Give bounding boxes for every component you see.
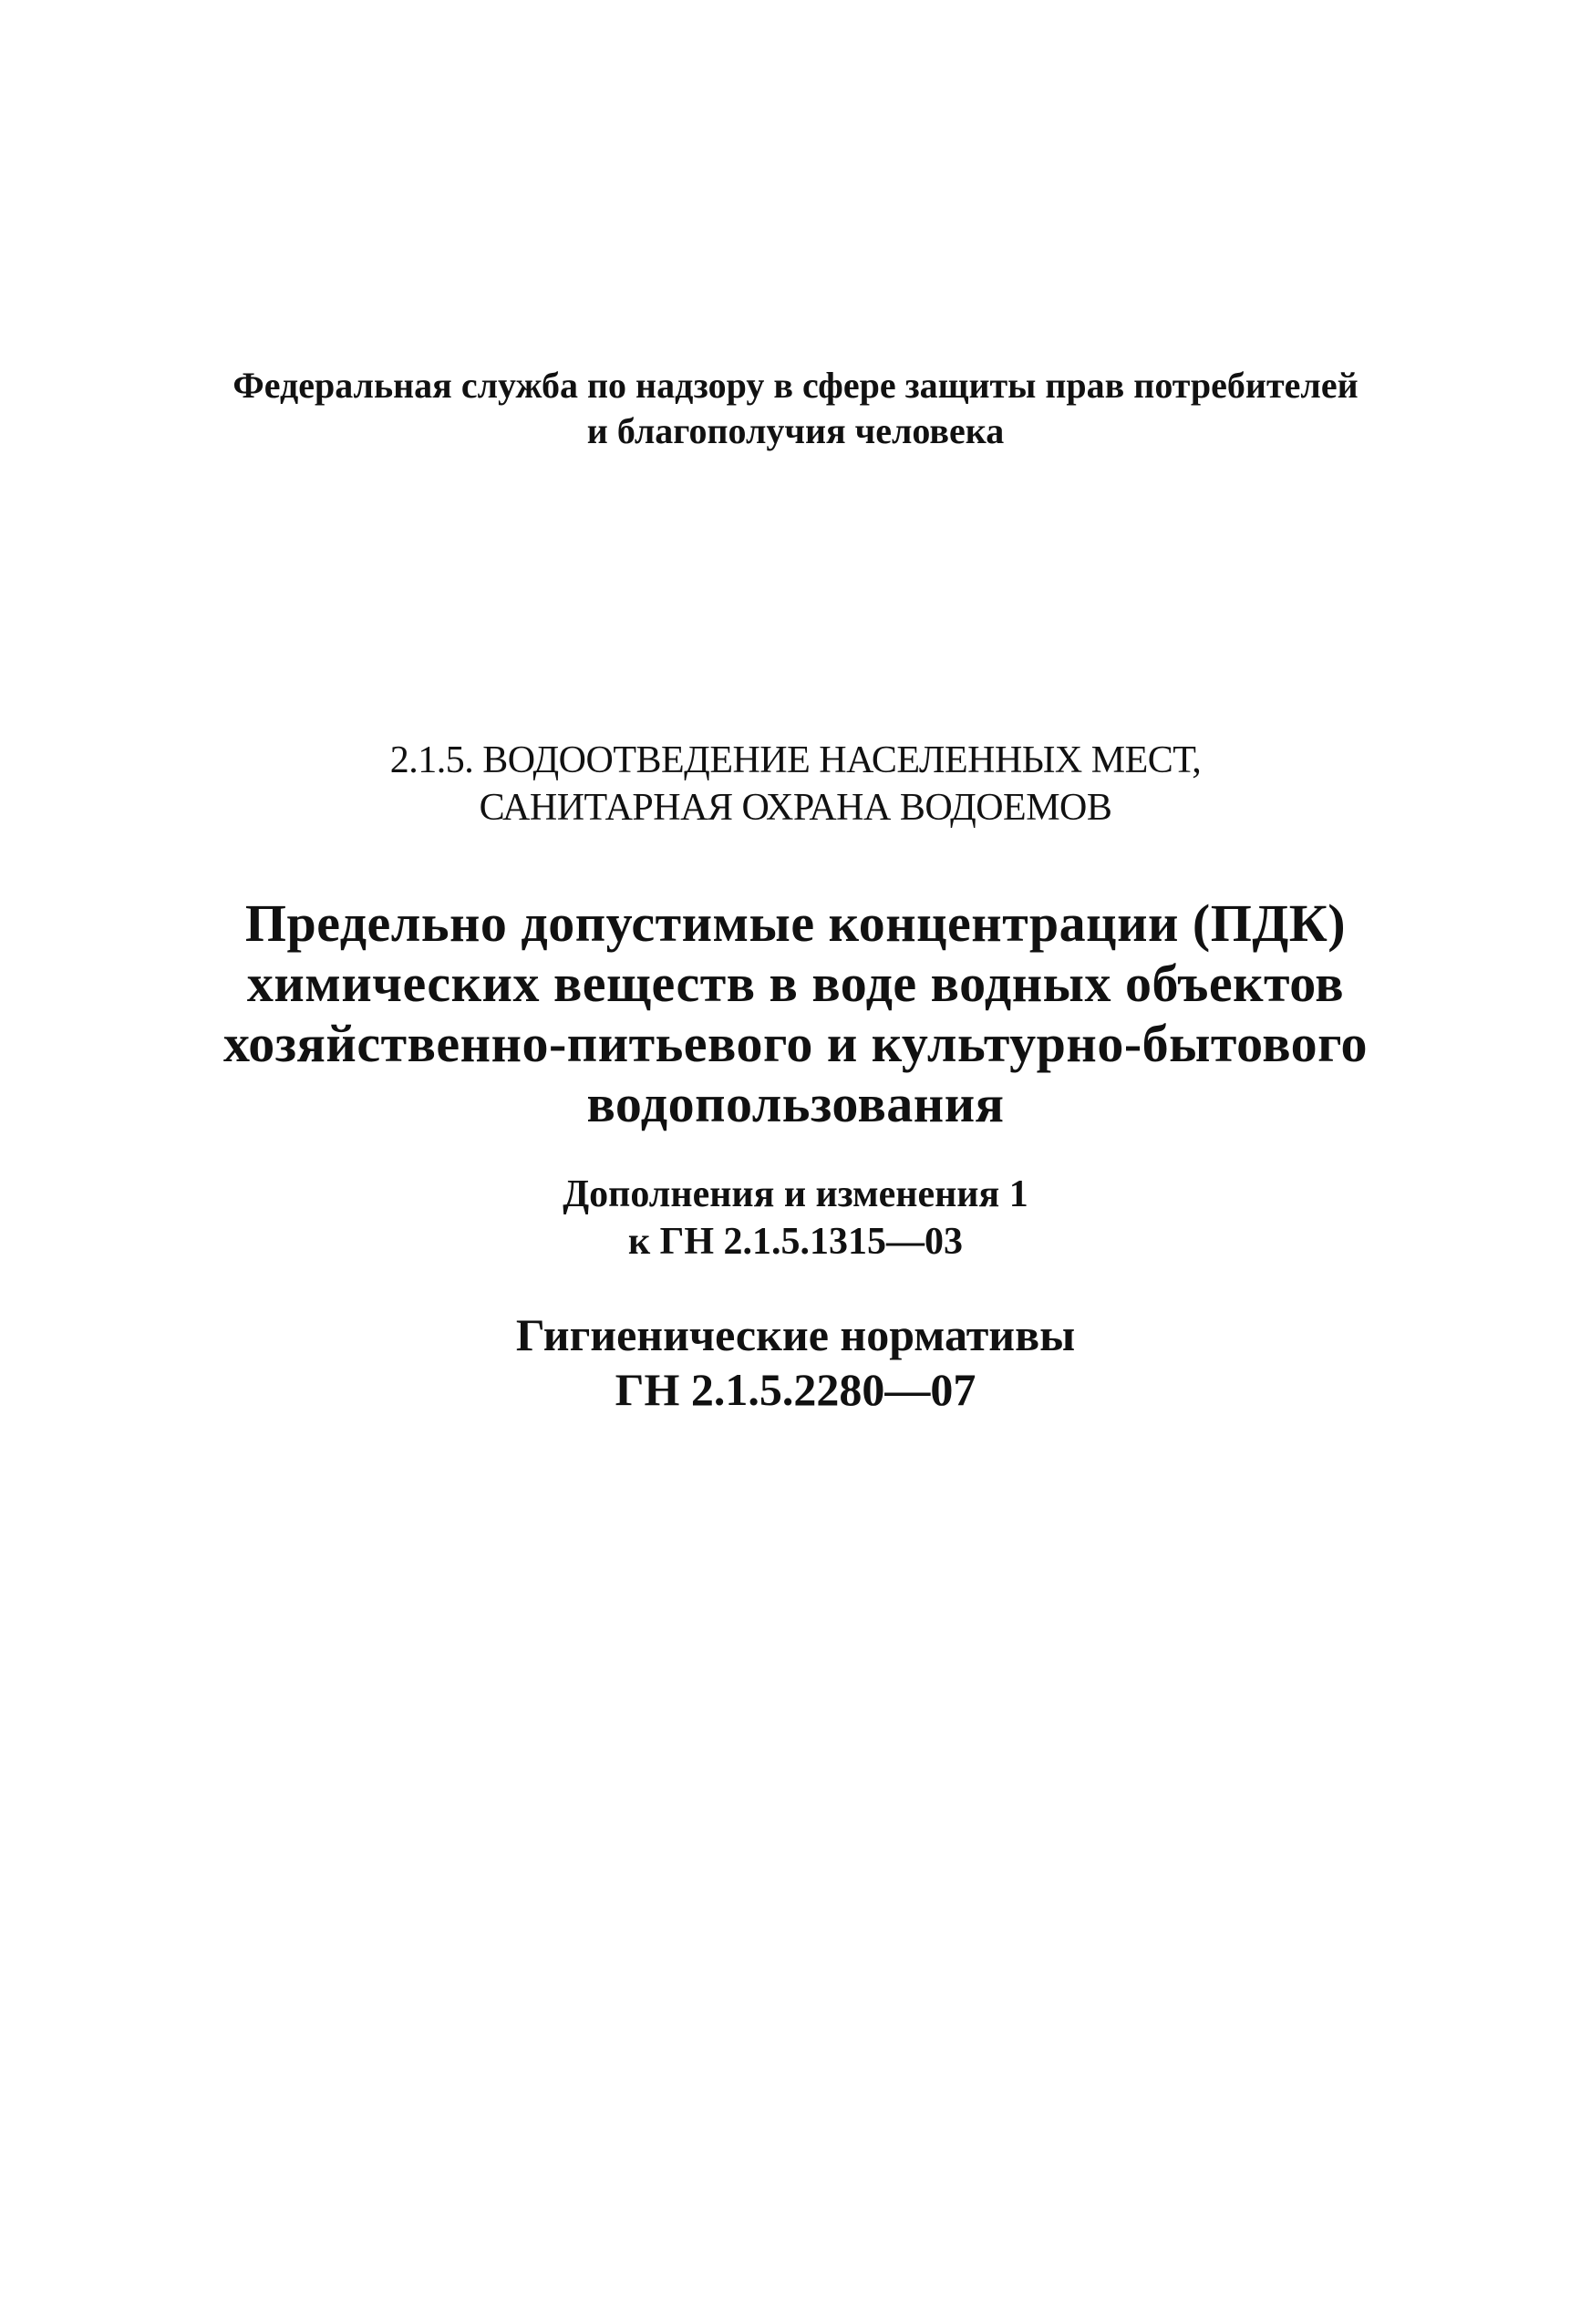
document-title: [0, 893, 1591, 1134]
title-line-1: Предельно допустимые концентрации (ПДК): [244, 893, 1347, 953]
norms-line-2: ГН 2.1.5.2280—07: [615, 1364, 976, 1415]
amendment-line-1: Дополнения и изменения 1: [563, 1173, 1028, 1215]
section-line-2: САНИТАРНАЯ ОХРАНА ВОДОЕМОВ: [479, 787, 1112, 829]
norms-line-1: Гигиенические нормативы: [515, 1309, 1076, 1360]
title-line-2: химических веществ в воде водных объектов: [246, 954, 1345, 1013]
amendment-line-2: к ГН 2.1.5.1315—03: [627, 1221, 964, 1263]
title-line-3: хозяйственно-питьевого и культурно-бытового: [222, 1014, 1369, 1073]
issuing-agency: [0, 363, 1591, 454]
agency-line-1: Федеральная служба по надзору в сфере защиты прав потребителей: [232, 365, 1359, 406]
section-heading: [0, 737, 1591, 831]
amendment-note: [0, 1171, 1591, 1265]
hygienic-norms: [0, 1307, 1591, 1417]
agency-line-2: и благополучия человека: [586, 410, 1005, 451]
title-line-4: водопользования: [586, 1074, 1005, 1133]
section-line-1: 2.1.5. ВОДООТВЕДЕНИЕ НАСЕЛЕННЫХ МЕСТ,: [389, 739, 1202, 781]
